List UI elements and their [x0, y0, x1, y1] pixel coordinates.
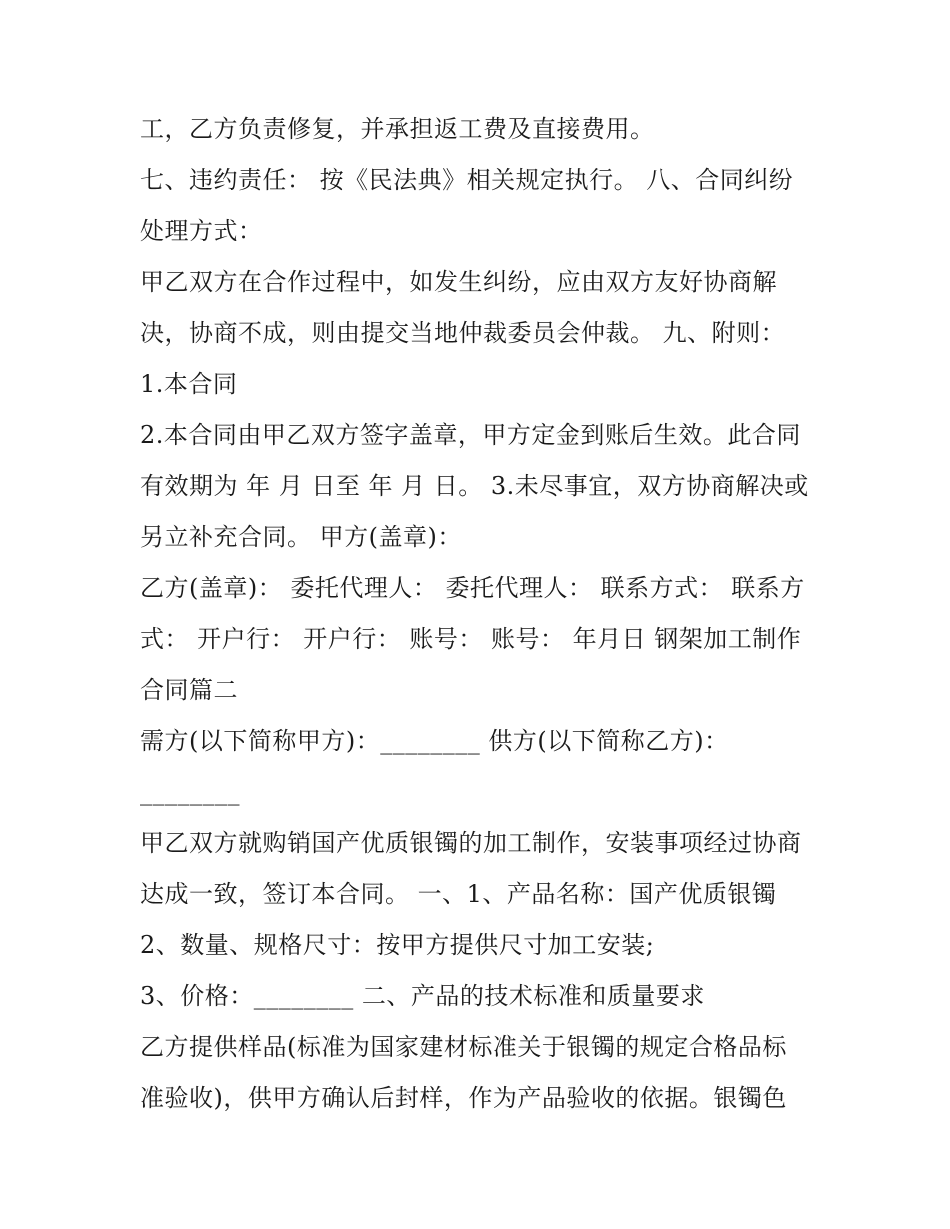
- section-heading: 合同篇二: [140, 676, 238, 704]
- text-line: 2、数量、规格尺寸：按甲方提供尺寸加工安装;: [140, 931, 655, 959]
- text-line: 式： 开户行： 开户行： 账号： 账号： 年月日 钢架加工制作: [140, 625, 802, 653]
- text-line: 乙方提供样品(标准为国家建材标准关于银镯的规定合格品标: [140, 1033, 787, 1061]
- text-line: 处理方式：: [140, 217, 263, 245]
- text-line: 2.本合同由甲乙双方签字盖章，甲方定金到账后生效。此合同: [140, 421, 801, 449]
- text-line: 决，协商不成，则由提交当地仲裁委员会仲裁。 九、附则：: [140, 319, 786, 347]
- text-line: 乙方(盖章)： 委托代理人： 委托代理人： 联系方式： 联系方: [140, 574, 805, 602]
- text-line: 1.本合同: [140, 370, 238, 398]
- text-line: 达成一致，签订本合同。 一、1、产品名称：国产优质银镯: [140, 880, 777, 908]
- text-line: 工，乙方负责修复，并承担返工费及直接费用。: [140, 115, 655, 143]
- text-line: ________: [140, 778, 240, 806]
- text-line: 另立补充合同。 甲方(盖章)：: [140, 523, 462, 551]
- text-line: 有效期为 年 月 日至 年 月 日。 3.未尽事宜，双方协商解决或: [140, 472, 809, 500]
- text-line: 七、违约责任： 按《民法典》相关规定执行。 八、合同纠纷: [140, 166, 794, 194]
- text-line: 3、价格：________ 二、产品的技术标准和质量要求: [140, 982, 705, 1010]
- text-line: 甲乙双方在合作过程中，如发生纠纷，应由双方友好协商解: [140, 268, 777, 296]
- text-line: 甲乙双方就购销国产优质银镯的加工制作，安装事项经过协商: [140, 829, 802, 857]
- text-line: 需方(以下简称甲方)：________ 供方(以下简称乙方)：: [140, 727, 729, 755]
- text-line: 准验收)，供甲方确认后封样，作为产品验收的依据。银镯色: [140, 1084, 787, 1112]
- document-body: [140, 104, 830, 1124]
